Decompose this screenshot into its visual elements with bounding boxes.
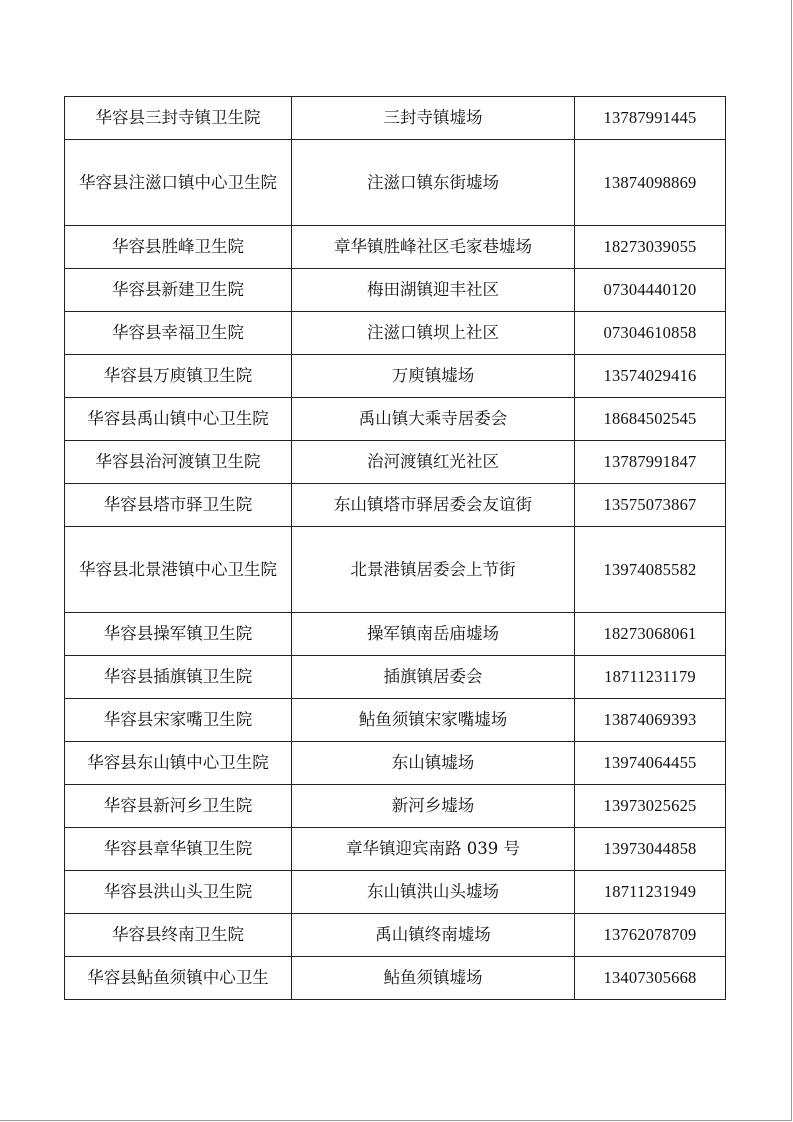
health-center-phone: 13407305668 xyxy=(575,957,726,1000)
health-center-phone: 13787991847 xyxy=(575,441,726,484)
table-row xyxy=(65,699,726,742)
health-center-name: 华容县三封寺镇卫生院 xyxy=(65,97,292,140)
table-row xyxy=(65,140,726,226)
health-center-name: 华容县注滋口镇中心卫生院 xyxy=(65,140,292,226)
health-center-address: 章华镇胜峰社区毛家巷墟场 xyxy=(292,226,575,269)
health-center-address: 三封寺镇墟场 xyxy=(292,97,575,140)
health-center-address: 鲇鱼须镇宋家嘴墟场 xyxy=(292,699,575,742)
table-row xyxy=(65,398,726,441)
health-center-name: 华容县操军镇卫生院 xyxy=(65,613,292,656)
table-row xyxy=(65,269,726,312)
health-center-address: 注滋口镇东街墟场 xyxy=(292,140,575,226)
health-center-phone: 13574029416 xyxy=(575,355,726,398)
table-row xyxy=(65,914,726,957)
health-center-address: 东山镇墟场 xyxy=(292,742,575,785)
table-row xyxy=(65,742,726,785)
health-center-name: 华容县治河渡镇卫生院 xyxy=(65,441,292,484)
table-row xyxy=(65,312,726,355)
health-center-name: 华容县洪山头卫生院 xyxy=(65,871,292,914)
table-row xyxy=(65,355,726,398)
table-body xyxy=(65,97,726,1000)
health-center-address: 东山镇塔市驿居委会友谊街 xyxy=(292,484,575,527)
health-center-address: 章华镇迎宾南路 039 号 xyxy=(292,828,575,871)
health-center-address: 治河渡镇红光社区 xyxy=(292,441,575,484)
health-center-phone: 18273068061 xyxy=(575,613,726,656)
health-center-phone: 13974064455 xyxy=(575,742,726,785)
health-center-name: 华容县胜峰卫生院 xyxy=(65,226,292,269)
health-center-name: 华容县新建卫生院 xyxy=(65,269,292,312)
health-center-name: 华容县幸福卫生院 xyxy=(65,312,292,355)
health-center-table xyxy=(64,96,726,1000)
health-center-phone: 13973044858 xyxy=(575,828,726,871)
health-center-phone: 13762078709 xyxy=(575,914,726,957)
table-row xyxy=(65,97,726,140)
health-center-name: 华容县宋家嘴卫生院 xyxy=(65,699,292,742)
health-center-address: 北景港镇居委会上节街 xyxy=(292,527,575,613)
health-center-name: 华容县章华镇卫生院 xyxy=(65,828,292,871)
health-center-address: 操军镇南岳庙墟场 xyxy=(292,613,575,656)
health-center-name: 华容县鲇鱼须镇中心卫生 xyxy=(65,957,292,1000)
health-center-name: 华容县终南卫生院 xyxy=(65,914,292,957)
health-center-address: 插旗镇居委会 xyxy=(292,656,575,699)
table-row xyxy=(65,828,726,871)
health-center-phone: 18684502545 xyxy=(575,398,726,441)
health-center-name: 华容县塔市驿卫生院 xyxy=(65,484,292,527)
health-center-name: 华容县东山镇中心卫生院 xyxy=(65,742,292,785)
health-center-phone: 13974085582 xyxy=(575,527,726,613)
health-center-address: 注滋口镇坝上社区 xyxy=(292,312,575,355)
health-center-phone: 13787991445 xyxy=(575,97,726,140)
table-row xyxy=(65,527,726,613)
health-center-phone: 18273039055 xyxy=(575,226,726,269)
health-center-name: 华容县万庾镇卫生院 xyxy=(65,355,292,398)
table-row xyxy=(65,871,726,914)
health-center-phone: 13575073867 xyxy=(575,484,726,527)
health-center-phone: 18711231949 xyxy=(575,871,726,914)
health-center-phone: 13973025625 xyxy=(575,785,726,828)
health-center-phone: 07304440120 xyxy=(575,269,726,312)
health-center-name: 华容县新河乡卫生院 xyxy=(65,785,292,828)
table-row xyxy=(65,226,726,269)
table-row xyxy=(65,441,726,484)
health-center-phone: 07304610858 xyxy=(575,312,726,355)
health-center-address: 禹山镇终南墟场 xyxy=(292,914,575,957)
table-row xyxy=(65,656,726,699)
table-row xyxy=(65,785,726,828)
health-center-phone: 13874098869 xyxy=(575,140,726,226)
table-row xyxy=(65,484,726,527)
health-center-address: 东山镇洪山头墟场 xyxy=(292,871,575,914)
health-center-address: 万庾镇墟场 xyxy=(292,355,575,398)
health-center-address: 新河乡墟场 xyxy=(292,785,575,828)
table-row xyxy=(65,957,726,1000)
health-center-name: 华容县北景港镇中心卫生院 xyxy=(65,527,292,613)
health-center-name: 华容县禹山镇中心卫生院 xyxy=(65,398,292,441)
health-center-name: 华容县插旗镇卫生院 xyxy=(65,656,292,699)
health-center-address: 禹山镇大乘寺居委会 xyxy=(292,398,575,441)
health-center-address: 鲇鱼须镇墟场 xyxy=(292,957,575,1000)
health-center-phone: 13874069393 xyxy=(575,699,726,742)
table-row xyxy=(65,613,726,656)
health-center-address: 梅田湖镇迎丰社区 xyxy=(292,269,575,312)
health-center-phone: 18711231179 xyxy=(575,656,726,699)
